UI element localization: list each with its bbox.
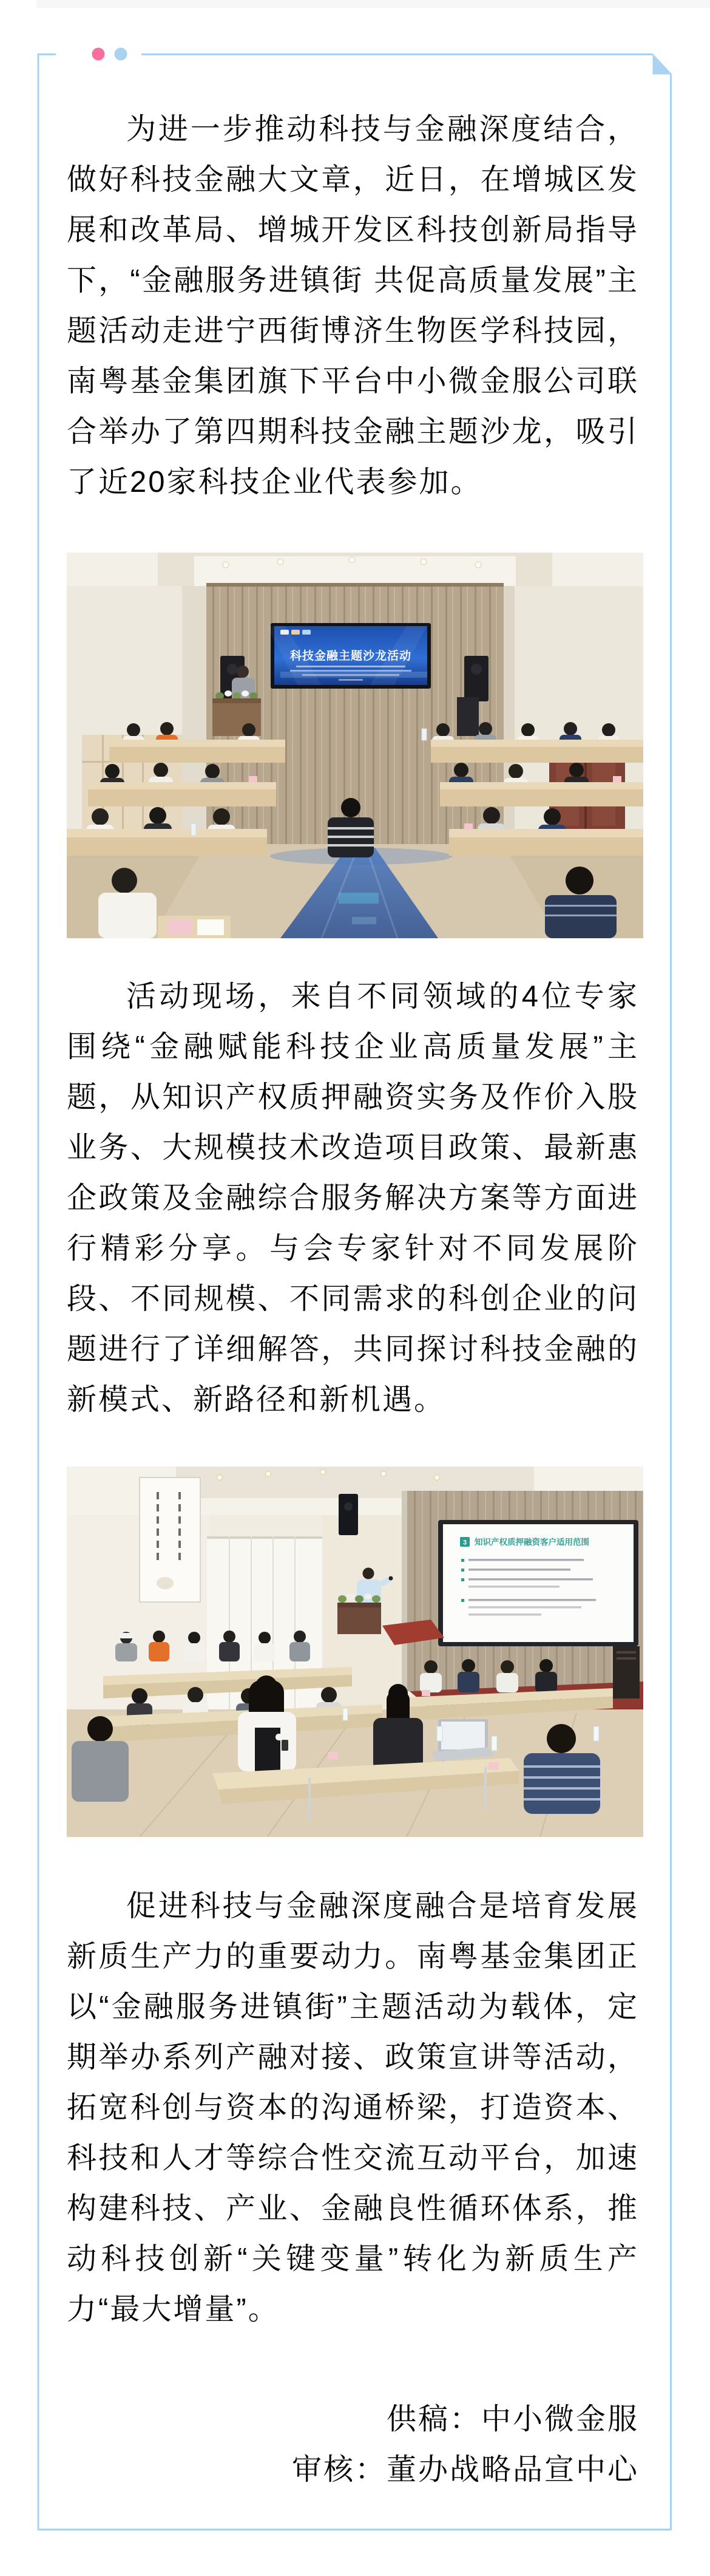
event-photo-2[interactable]: [67, 1467, 643, 1837]
event-photo-1-scene: [67, 553, 643, 938]
photo1-slide-title: 科技金融主题沙龙活动: [289, 650, 412, 663]
credit-reviewer: 审核：董办战略品宣中心: [291, 2453, 639, 2486]
paragraph-intro: 为进一步推动科技与金融深度结合，做好科技金融大文章，近日，在增城区发展和改革局、增城开发区科技创新局指导下，“金融服务进镇街 共促高质量发展”主题活动走进宁西街博济生物医学科技园，南粤基金集团旗下平台中小微金服公司联合举办了第四期科技金融主题沙龙，吸引了近20家科技企业代表参加。: [67, 113, 639, 499]
event-photo-2-scene: [67, 1467, 643, 1837]
photo2-slide-number: 3: [462, 1539, 467, 1547]
pink-dot-icon: [92, 48, 105, 61]
paragraph-conclusion: 促进科技与金融深度融合是培育发展新质生产力的重要动力。南粤基金集团正以“金融服务进镇街”主题活动为载体，定期举办系列产融对接、政策宣讲等活动，拓宽科创与资本的沟通桥梁，打造资本、科技和人才等综合性交流互动平台，加速构建科技、产业、金融良性循环体系，推动科技创新“关键变量”转化为新质生产力“最大增量”。: [67, 1890, 639, 2326]
blue-dot-icon: [115, 48, 127, 61]
folded-corner-icon: [653, 53, 672, 75]
event-photo-1[interactable]: [67, 553, 643, 938]
credit-contributor: 供稿：中小微金服: [386, 2403, 639, 2436]
paragraph-activity: 活动现场，来自不同领域的4位专家围绕“金融赋能科技企业高质量发展”主题，从知识产权质押融资实务及作价入股业务、大规模技术改造项目政策、最新惠企政策及金融综合服务解决方案等方面进行精彩分享。与会专家针对不同发展阶段、不同规模、不同需求的科创企业的问题进行了详细解答，共同探讨科技金融的新模式、新路径和新机遇。: [67, 980, 639, 1416]
credits-block: [67, 2394, 639, 2495]
photo2-slide-title: 知识产权质押融资客户适用范围: [475, 1538, 589, 1547]
top-background-strip: [36, 0, 710, 8]
